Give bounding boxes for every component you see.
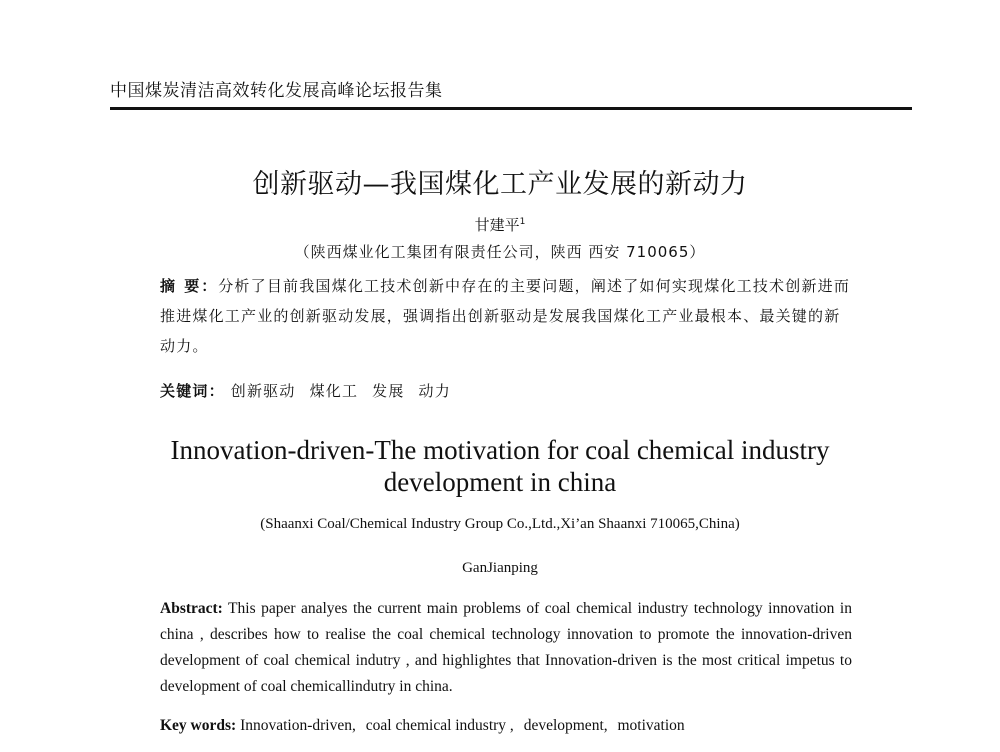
english-author: GanJianping bbox=[462, 560, 538, 576]
english-keyword: Innovation-driven, bbox=[240, 717, 356, 734]
chinese-keywords bbox=[160, 380, 852, 401]
chinese-keyword: 煤化工 bbox=[309, 382, 359, 400]
chinese-author bbox=[0, 214, 1000, 235]
english-abstract-text: This paper analyes the current main problems of coal chemical industry technology innovation in china , describes how to realise the coal chemical technology innovation to promote the innovation-driven development of coal chemical indutry , and highlightes that Innovation-driven is the most critical impetus to development of coal chemicallindutry in china. bbox=[160, 600, 852, 695]
chinese-affiliation: （陕西煤业化工集团有限责任公司，陕西 西安 710065） bbox=[294, 243, 706, 261]
chinese-abstract bbox=[160, 271, 852, 361]
english-keywords-label: Key words: bbox=[160, 717, 237, 734]
english-keywords bbox=[160, 717, 852, 735]
chinese-abstract-text: 分析了目前我国煤化工技术创新中存在的主要问题，阐述了如何实现煤化工技术创新进而推进煤化工产业的创新驱动发展，强调指出创新驱动是发展我国煤化工产业最根本、最关键的新动力。 bbox=[160, 277, 851, 355]
chinese-title: 创新驱动—我国煤化工产业发展的新动力 bbox=[252, 169, 748, 200]
chinese-abstract-label: 摘 要： bbox=[160, 277, 219, 295]
chinese-keyword: 创新驱动 bbox=[230, 382, 296, 400]
author-footnote-mark: 1 bbox=[519, 217, 526, 227]
running-header: 中国煤炭清洁高效转化发展高峰论坛报告集 bbox=[110, 81, 443, 101]
english-keyword: development, bbox=[523, 717, 608, 734]
english-keyword: motivation bbox=[617, 717, 685, 734]
english-keyword: coal chemical industry , bbox=[365, 717, 514, 734]
chinese-keyword: 动力 bbox=[418, 382, 451, 400]
english-affiliation: (Shaanxi Coal/Chemical Industry Group Co.,Ltd.,Xi’an Shaanxi 710065,China) bbox=[260, 516, 740, 532]
chinese-author-name: 甘建平 bbox=[474, 216, 520, 234]
english-title-line-1: Innovation-driven-The motivation for coal chemical industry bbox=[170, 435, 830, 465]
english-abstract bbox=[160, 596, 852, 700]
chinese-keywords-label: 关键词： bbox=[160, 382, 225, 400]
english-abstract-label: Abstract: bbox=[160, 600, 223, 617]
english-title bbox=[0, 434, 1000, 498]
header-rule bbox=[110, 107, 912, 110]
chinese-keyword: 发展 bbox=[372, 382, 405, 400]
english-title-line-2: development in china bbox=[383, 467, 617, 497]
